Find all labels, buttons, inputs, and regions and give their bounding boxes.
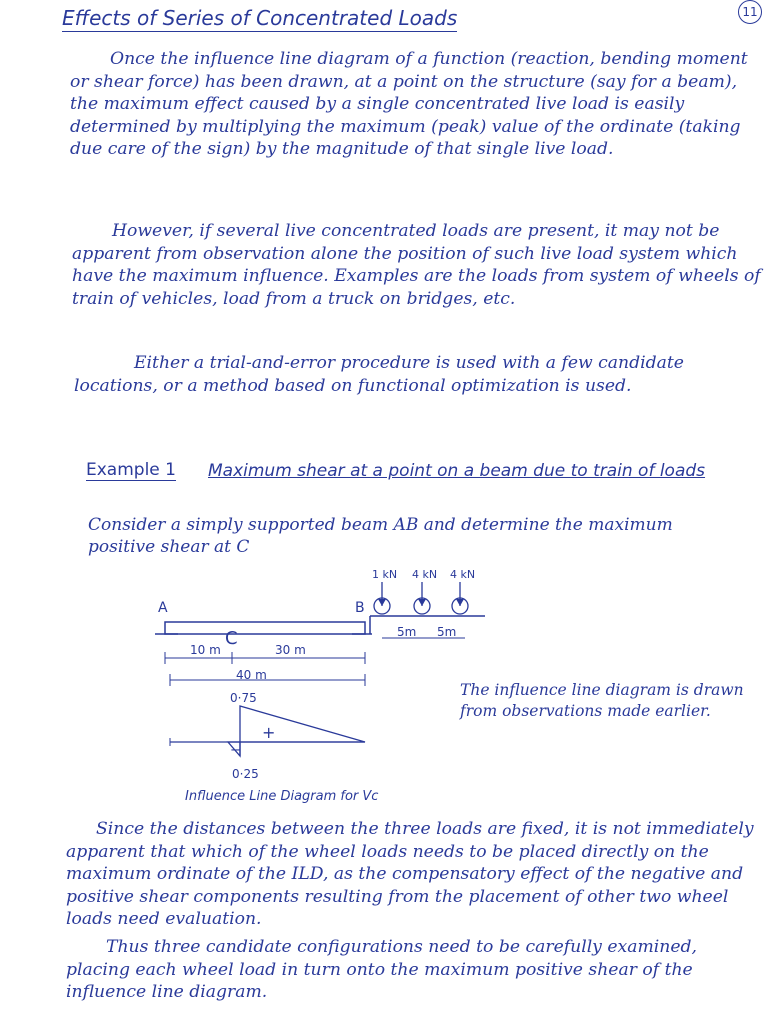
ordinate-positive: 0·75 xyxy=(230,691,257,705)
label-a: A xyxy=(158,600,168,616)
ild-note: The influence line diagram is drawn from observations made earlier. xyxy=(460,681,744,720)
wheel-3 xyxy=(452,582,468,614)
wheel-spacing-1: 5m xyxy=(397,625,417,639)
wheel-spacing-2: 5m xyxy=(437,625,457,639)
sign-negative: − xyxy=(230,743,241,758)
page-title: Effects of Series of Concentrated Loads xyxy=(62,6,458,30)
wheel-1 xyxy=(374,582,390,614)
dim-cb: 30 m xyxy=(275,643,306,657)
example-label: Example 1 xyxy=(86,460,176,480)
dim-total: 40 m xyxy=(236,668,267,682)
label-c: C xyxy=(225,628,238,649)
ordinate-negative: 0·25 xyxy=(232,767,259,781)
load-1-label: 1 kN xyxy=(372,568,398,581)
beam xyxy=(165,622,365,634)
label-b: B xyxy=(355,600,365,616)
paragraph-methods: Either a trial-and-error procedure is used with a few candidate locations, or a method based on functional optimization is used. xyxy=(74,353,684,396)
ild-caption: Influence Line Diagram for Vc xyxy=(185,789,379,804)
load-2-label: 4 kN xyxy=(412,568,438,581)
example-title-text: Maximum shear at a point on a beam due to train of loads xyxy=(208,461,706,481)
paragraph-fixed-distances: Since the distances between the three loads are fixed, it is not immediately apparent that which of the wheel loads needs to be placed directly on the maximum ordinate of the ILD, as the compensatory effect of the negative and positive shear components resulting from the placement of other two wheel loads need evaluation. xyxy=(66,819,754,930)
load-3-label: 4 kN xyxy=(450,568,476,581)
example-description: Consider a simply supported beam AB and determine the maximum positive shear at C xyxy=(88,515,673,557)
page-number: 11 xyxy=(738,0,762,24)
wheel-2 xyxy=(414,582,430,614)
ild-positive-region xyxy=(240,706,365,742)
paragraph-intro: Once the influence line diagram of a function (reaction, bending moment or shear force) has been drawn, at a point on the structure (say for a beam), the maximum effect caused by a single concentrated live load is easily determined by multiplying the maximum (peak) value of the ordinate (taking due care of the sign) by the magnitude of that single live load. xyxy=(70,49,748,160)
sign-positive: + xyxy=(262,723,276,742)
dim-ac: 10 m xyxy=(190,643,221,657)
paragraph-several-loads: However, if several live concentrated loads are present, it may not be apparent from observation alone the position of such live load system which have the maximum influence. Examples are the loads from system of wheels of train of vehicles, load from a truck on bridges, etc. xyxy=(72,221,761,309)
paragraph-configurations: Thus three candidate configurations need to be carefully examined, placing each wheel load in turn onto the maximum positive shear of the influence line diagram. xyxy=(66,937,697,1003)
